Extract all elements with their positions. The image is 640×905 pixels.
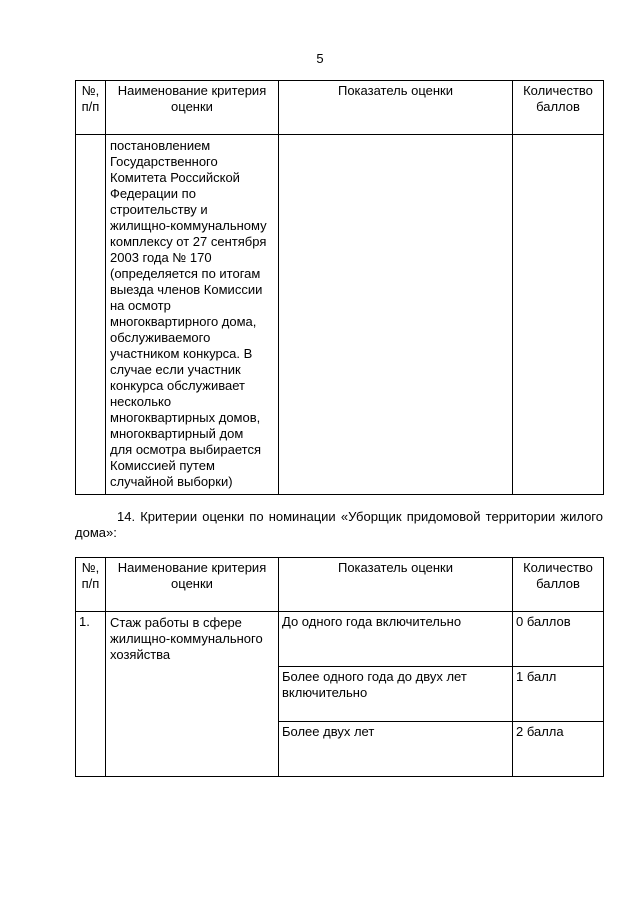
cell-points: 0 баллов [513,612,604,667]
header-points: Количество баллов [513,81,604,135]
cell-indicator: Более одного года до двух лет включительно [279,667,513,722]
cell-points [513,135,604,495]
table-row [76,612,604,667]
header-num: №, п/п [76,81,106,135]
cell-indicator: До одного года включительно [279,612,513,667]
cell-criterion-continuation: постановлением Государственного Комитета Российской Федерации по строительству и жилищно-коммунальному комплексу от 27 сентября 2003 года № 170 (определяется по итогам выезда членов Комиссии на осмотр многоквартирного дома, обслуживаемого участником конкурса. В случае если участник конкурса обслуживает несколько многоквартирных домов, многоквартирный дом для осмотра выбирается Комиссией путем случайной выборки) [106,135,279,495]
cell-points: 1 балл [513,667,604,722]
criteria-table-cleaner [75,557,604,777]
header-num: №, п/п [76,558,106,612]
criteria-table-continued [75,80,604,495]
section-14-title: 14. Критерии оценки по номинации «Уборщик придомовой территории жилого дома»: [75,509,603,540]
table-row [76,135,604,495]
header-criterion-name: Наименование критерия оценки [106,81,279,135]
cell-indicator [279,135,513,495]
table-header-row [76,558,604,612]
header-indicator: Показатель оценки [279,558,513,612]
header-criterion-name: Наименование критерия оценки [106,558,279,612]
cell-num [76,135,106,495]
table-header-row [76,81,604,135]
header-indicator: Показатель оценки [279,81,513,135]
cell-criterion-name: Стаж работы в сфере жилищно-коммунального хозяйства [106,612,279,777]
cell-num: 1. [76,612,106,777]
cell-indicator: Более двух лет [279,722,513,777]
cell-points: 2 балла [513,722,604,777]
header-points: Количество баллов [513,558,604,612]
page-number: 5 [316,51,324,66]
